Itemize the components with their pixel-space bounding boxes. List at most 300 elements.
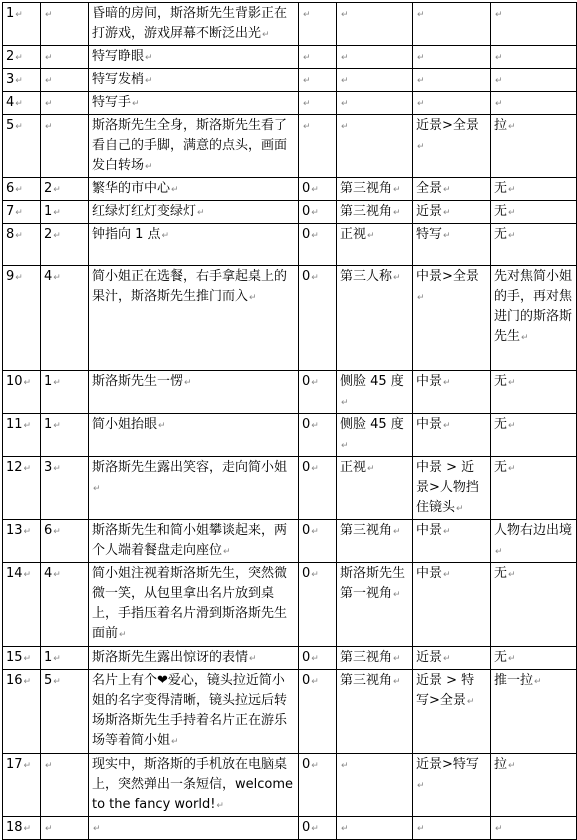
movement-cell <box>491 457 577 520</box>
movement-text: 无 <box>494 566 508 581</box>
time-cell <box>299 46 337 69</box>
shot-number-text: 13 <box>6 523 23 538</box>
paragraph-mark-icon: ↵ <box>197 208 205 218</box>
shot-count-text: 5 <box>44 673 53 688</box>
paragraph-mark-icon: ↵ <box>443 208 451 218</box>
time-cell <box>299 92 337 115</box>
content-text: 红绿灯红灯变绿灯 <box>92 204 197 219</box>
movement-cell <box>491 201 577 224</box>
time-text: 0 <box>302 673 311 688</box>
time-text: 0 <box>302 269 311 284</box>
scale-cell <box>413 371 491 414</box>
scale-cell <box>413 266 491 371</box>
movement-text: 无 <box>494 374 508 389</box>
table-row <box>3 414 577 457</box>
scale-text: 中景 > 近景>人物挡住镜头 <box>416 460 479 515</box>
content-text: 名片上有个❤爱心，镜头拉近简小姐的名字变得清晰，镜头拉远后转场斯洛斯先生手持着名片正在游乐场等着简小姐 <box>92 673 288 748</box>
paragraph-mark-icon: ↵ <box>341 53 349 63</box>
paragraph-mark-icon: ↵ <box>443 185 451 195</box>
content-cell <box>89 201 299 224</box>
paragraph-mark-icon: ↵ <box>443 378 451 388</box>
movement-cell <box>491 414 577 457</box>
scale-text: 中景 <box>416 417 443 432</box>
content-cell <box>89 92 299 115</box>
shot-count-text: 3 <box>44 460 53 475</box>
shot-number-text: 11 <box>6 417 23 432</box>
scale-text: 特写 <box>416 227 443 242</box>
time-text: 0 <box>302 523 311 538</box>
content-text: 特写发梢 <box>92 72 145 87</box>
shot-count-text: 2 <box>44 227 53 242</box>
paragraph-mark-icon: ↵ <box>443 231 451 241</box>
scale-cell <box>413 224 491 266</box>
angle-text: 第三人称 <box>340 269 393 284</box>
paragraph-mark-icon: ↵ <box>15 185 23 195</box>
paragraph-mark-icon: ↵ <box>53 185 61 195</box>
movement-cell <box>491 817 577 840</box>
shot-number-cell <box>3 69 41 92</box>
time-cell <box>299 178 337 201</box>
table-row <box>3 371 577 414</box>
time-text: 0 <box>302 460 311 475</box>
paragraph-mark-icon: ↵ <box>15 273 23 283</box>
shot-count-cell <box>41 647 89 670</box>
paragraph-mark-icon: ↵ <box>15 122 23 132</box>
paragraph-mark-icon: ↵ <box>534 677 542 687</box>
shot-count-cell <box>41 414 89 457</box>
angle-cell <box>337 414 413 457</box>
paragraph-mark-icon: ↵ <box>311 378 319 388</box>
movement-text: 无 <box>494 227 508 242</box>
angle-text: 斯洛斯先生第一视角 <box>340 566 406 601</box>
paragraph-mark-icon: ↵ <box>417 10 425 20</box>
paragraph-mark-icon: ↵ <box>171 737 179 747</box>
scale-cell <box>413 670 491 754</box>
paragraph-mark-icon: ↵ <box>45 122 53 132</box>
table-row <box>3 92 577 115</box>
paragraph-mark-icon: ↵ <box>311 570 319 580</box>
paragraph-mark-icon: ↵ <box>495 10 503 20</box>
scale-cell <box>413 647 491 670</box>
time-text: 0 <box>302 757 311 772</box>
paragraph-mark-icon: ↵ <box>53 464 61 474</box>
shot-number-cell <box>3 817 41 840</box>
scale-cell <box>413 563 491 647</box>
movement-cell <box>491 46 577 69</box>
paragraph-mark-icon: ↵ <box>393 677 401 687</box>
paragraph-mark-icon: ↵ <box>311 273 319 283</box>
content-text: 斯洛斯先生全身，斯洛斯先生看了看自己的手脚，满意的点头，画面发白转场 <box>92 118 288 173</box>
table-row <box>3 670 577 754</box>
content-cell <box>89 457 299 520</box>
content-text: 斯洛斯先生和简小姐攀谈起来，两个人端着餐盘走向座位 <box>92 523 288 558</box>
paragraph-mark-icon: ↵ <box>341 441 349 451</box>
storyboard-body <box>3 3 577 840</box>
shot-count-cell <box>41 69 89 92</box>
shot-number-cell <box>3 178 41 201</box>
angle-cell <box>337 670 413 754</box>
content-cell <box>89 647 299 670</box>
content-cell <box>89 414 299 457</box>
paragraph-mark-icon: ↵ <box>145 53 153 63</box>
content-cell <box>89 69 299 92</box>
shot-number-cell <box>3 266 41 371</box>
paragraph-mark-icon: ↵ <box>341 10 349 20</box>
movement-text: 无 <box>494 650 508 665</box>
scale-text: 中景 <box>416 566 443 581</box>
content-cell <box>89 563 299 647</box>
paragraph-mark-icon: ↵ <box>53 378 61 388</box>
shot-count-text: 4 <box>44 269 53 284</box>
movement-cell <box>491 92 577 115</box>
shot-count-cell <box>41 817 89 840</box>
content-text: 斯洛斯先生露出笑容，走向简小姐 <box>92 460 288 475</box>
paragraph-mark-icon: ↵ <box>15 231 23 241</box>
paragraph-mark-icon: ↵ <box>508 208 516 218</box>
scale-text: 全景 <box>416 181 443 196</box>
paragraph-mark-icon: ↵ <box>508 464 516 474</box>
shot-number-cell <box>3 563 41 647</box>
paragraph-mark-icon: ↵ <box>393 654 401 664</box>
paragraph-mark-icon: ↵ <box>145 76 153 86</box>
paragraph-mark-icon: ↵ <box>23 570 32 580</box>
content-cell <box>89 46 299 69</box>
paragraph-mark-icon: ↵ <box>45 99 53 109</box>
time-text: 0 <box>302 204 311 219</box>
angle-cell <box>337 520 413 563</box>
time-cell <box>299 457 337 520</box>
angle-cell <box>337 3 413 46</box>
paragraph-mark-icon: ↵ <box>23 654 32 664</box>
paragraph-mark-icon: ↵ <box>311 185 319 195</box>
scale-text: 近景>特写 <box>416 757 479 772</box>
paragraph-mark-icon: ↵ <box>508 761 516 771</box>
scale-text: 近景 <box>416 650 443 665</box>
movement-cell <box>491 563 577 647</box>
movement-text: 无 <box>494 181 508 196</box>
paragraph-mark-icon: ↵ <box>53 654 61 664</box>
paragraph-mark-icon: ↵ <box>417 142 425 152</box>
shot-number-cell <box>3 414 41 457</box>
time-cell <box>299 224 337 266</box>
paragraph-mark-icon: ↵ <box>341 824 349 834</box>
angle-cell <box>337 647 413 670</box>
angle-cell <box>337 817 413 840</box>
paragraph-mark-icon: ↵ <box>466 697 475 707</box>
paragraph-mark-icon: ↵ <box>393 185 401 195</box>
shot-count-cell <box>41 563 89 647</box>
shot-count-text: 1 <box>44 374 53 389</box>
paragraph-mark-icon: ↵ <box>145 162 153 172</box>
scale-text: 中景 <box>416 374 443 389</box>
content-cell <box>89 178 299 201</box>
paragraph-mark-icon: ↵ <box>508 421 516 431</box>
shot-count-cell <box>41 371 89 414</box>
paragraph-mark-icon: ↵ <box>311 421 319 431</box>
paragraph-mark-icon: ↵ <box>311 464 319 474</box>
time-cell <box>299 670 337 754</box>
scale-cell <box>413 457 491 520</box>
paragraph-mark-icon: ↵ <box>393 527 401 537</box>
paragraph-mark-icon: ↵ <box>495 547 503 557</box>
content-text: 繁华的市中心 <box>92 181 171 196</box>
time-cell <box>299 520 337 563</box>
paragraph-mark-icon: ↵ <box>495 824 503 834</box>
shot-count-cell <box>41 115 89 178</box>
shot-count-text: 1 <box>44 204 53 219</box>
shot-number-cell <box>3 115 41 178</box>
shot-number-text: 6 <box>6 181 15 196</box>
paragraph-mark-icon: ↵ <box>311 761 319 771</box>
paragraph-mark-icon: ↵ <box>15 208 23 218</box>
angle-cell <box>337 115 413 178</box>
scale-cell <box>413 115 491 178</box>
paragraph-mark-icon: ↵ <box>171 185 179 195</box>
content-text: 简小姐正在选餐，右手拿起桌上的果汁，斯洛斯先生推门而入 <box>92 269 288 304</box>
shot-number-text: 2 <box>6 49 15 64</box>
paragraph-mark-icon: ↵ <box>23 378 32 388</box>
content-cell <box>89 371 299 414</box>
shot-count-cell <box>41 754 89 817</box>
angle-cell <box>337 224 413 266</box>
time-cell <box>299 647 337 670</box>
content-text: 特写睁眼 <box>92 49 145 64</box>
movement-cell <box>491 520 577 563</box>
shot-number-cell <box>3 457 41 520</box>
paragraph-mark-icon: ↵ <box>311 231 319 241</box>
angle-cell <box>337 69 413 92</box>
content-text: 简小姐抬眼 <box>92 417 158 432</box>
scale-cell <box>413 817 491 840</box>
paragraph-mark-icon: ↵ <box>23 464 32 474</box>
angle-text: 第三视角 <box>340 673 393 688</box>
paragraph-mark-icon: ↵ <box>521 333 529 343</box>
time-cell <box>299 414 337 457</box>
shot-number-text: 8 <box>6 227 15 242</box>
angle-cell <box>337 371 413 414</box>
table-row <box>3 201 577 224</box>
time-cell <box>299 563 337 647</box>
shot-count-cell <box>41 92 89 115</box>
paragraph-mark-icon: ↵ <box>311 654 319 664</box>
content-cell <box>89 115 299 178</box>
table-row <box>3 224 577 266</box>
angle-cell <box>337 754 413 817</box>
angle-text: 侧脸 45 度 <box>340 374 404 389</box>
paragraph-mark-icon: ↵ <box>303 76 311 86</box>
shot-number-cell <box>3 224 41 266</box>
paragraph-mark-icon: ↵ <box>456 504 464 514</box>
paragraph-mark-icon: ↵ <box>303 99 311 109</box>
scale-cell <box>413 754 491 817</box>
shot-number-text: 4 <box>6 95 15 110</box>
angle-cell <box>337 457 413 520</box>
movement-cell <box>491 115 577 178</box>
shot-number-text: 9 <box>6 269 15 284</box>
shot-number-cell <box>3 371 41 414</box>
time-cell <box>299 817 337 840</box>
paragraph-mark-icon: ↵ <box>417 781 425 791</box>
angle-text: 第三视角 <box>340 181 393 196</box>
paragraph-mark-icon: ↵ <box>161 231 170 241</box>
paragraph-mark-icon: ↵ <box>508 378 516 388</box>
content-text: 简小姐注视着斯洛斯先生，突然微微一笑，从包里拿出名片放到桌上，手指压着名片滑到斯洛斯先生面前 <box>92 566 288 641</box>
paragraph-mark-icon: ↵ <box>417 99 425 109</box>
shot-number-text: 14 <box>6 566 23 581</box>
paragraph-mark-icon: ↵ <box>23 421 32 431</box>
paragraph-mark-icon: ↵ <box>417 76 425 86</box>
angle-cell <box>337 46 413 69</box>
content-cell <box>89 3 299 46</box>
movement-text: 无 <box>494 204 508 219</box>
paragraph-mark-icon: ↵ <box>132 99 140 109</box>
scale-text: 中景>全景 <box>416 269 479 284</box>
angle-text: 第三视角 <box>340 204 393 219</box>
content-text: 昏暗的房间，斯洛斯先生背影正在打游戏，游戏屏幕不断泛出光 <box>92 6 288 41</box>
angle-text: 第三视角 <box>340 650 393 665</box>
movement-cell <box>491 224 577 266</box>
shot-count-text: 1 <box>44 650 53 665</box>
paragraph-mark-icon: ↵ <box>311 677 319 687</box>
paragraph-mark-icon: ↵ <box>393 590 401 600</box>
movement-text: 拉 <box>494 757 508 772</box>
content-cell <box>89 670 299 754</box>
paragraph-mark-icon: ↵ <box>417 824 425 834</box>
table-row <box>3 563 577 647</box>
paragraph-mark-icon: ↵ <box>223 547 231 557</box>
angle-cell <box>337 178 413 201</box>
paragraph-mark-icon: ↵ <box>311 208 319 218</box>
paragraph-mark-icon: ↵ <box>311 824 319 834</box>
time-text: 0 <box>302 820 311 835</box>
movement-text: 拉 <box>494 118 508 133</box>
scale-text: 中景 <box>416 523 443 538</box>
content-cell <box>89 224 299 266</box>
shot-number-text: 1 <box>6 6 15 21</box>
paragraph-mark-icon: ↵ <box>216 801 224 811</box>
paragraph-mark-icon: ↵ <box>23 824 32 834</box>
paragraph-mark-icon: ↵ <box>367 464 375 474</box>
scale-cell <box>413 92 491 115</box>
shot-number-text: 5 <box>6 118 15 133</box>
table-row <box>3 46 577 69</box>
shot-number-cell <box>3 670 41 754</box>
paragraph-mark-icon: ↵ <box>45 761 53 771</box>
paragraph-mark-icon: ↵ <box>341 76 349 86</box>
paragraph-mark-icon: ↵ <box>303 122 311 132</box>
angle-cell <box>337 563 413 647</box>
shot-number-text: 7 <box>6 204 15 219</box>
time-cell <box>299 201 337 224</box>
time-cell <box>299 754 337 817</box>
shot-count-text: 4 <box>44 566 53 581</box>
movement-cell <box>491 3 577 46</box>
shot-count-cell <box>41 670 89 754</box>
time-text: 0 <box>302 417 311 432</box>
paragraph-mark-icon: ↵ <box>45 53 53 63</box>
shot-count-cell <box>41 224 89 266</box>
time-text: 0 <box>302 181 311 196</box>
paragraph-mark-icon: ↵ <box>23 527 32 537</box>
paragraph-mark-icon: ↵ <box>303 53 311 63</box>
scale-cell <box>413 178 491 201</box>
table-row <box>3 115 577 178</box>
shot-count-cell <box>41 457 89 520</box>
table-row <box>3 647 577 670</box>
shot-number-text: 12 <box>6 460 23 475</box>
scale-cell <box>413 520 491 563</box>
paragraph-mark-icon: ↵ <box>508 654 516 664</box>
movement-text: 先对焦简小姐的手，再对焦进门的斯洛斯先生 <box>494 269 573 344</box>
table-row <box>3 266 577 371</box>
shot-number-cell <box>3 92 41 115</box>
shot-number-text: 3 <box>6 72 15 87</box>
paragraph-mark-icon: ↵ <box>417 293 425 303</box>
paragraph-mark-icon: ↵ <box>249 293 257 303</box>
shot-count-cell <box>41 520 89 563</box>
time-text: 0 <box>302 227 311 242</box>
paragraph-mark-icon: ↵ <box>393 273 401 283</box>
paragraph-mark-icon: ↵ <box>341 122 349 132</box>
shot-number-text: 17 <box>6 757 23 772</box>
paragraph-mark-icon: ↵ <box>158 421 166 431</box>
shot-number-text: 10 <box>6 374 23 389</box>
paragraph-mark-icon: ↵ <box>119 630 127 640</box>
content-text: 钟指向 1 点 <box>92 227 161 242</box>
table-row <box>3 754 577 817</box>
paragraph-mark-icon: ↵ <box>443 527 451 537</box>
paragraph-mark-icon: ↵ <box>495 53 503 63</box>
paragraph-mark-icon: ↵ <box>443 570 451 580</box>
shot-number-cell <box>3 201 41 224</box>
movement-cell <box>491 178 577 201</box>
angle-text: 正视 <box>340 227 367 242</box>
movement-text: 推一拉 <box>494 673 534 688</box>
time-cell <box>299 266 337 371</box>
paragraph-mark-icon: ↵ <box>341 761 349 771</box>
movement-text: 人物右边出境 <box>494 523 573 538</box>
paragraph-mark-icon: ↵ <box>184 378 192 388</box>
table-row <box>3 457 577 520</box>
time-cell <box>299 69 337 92</box>
paragraph-mark-icon: ↵ <box>495 99 503 109</box>
scale-cell <box>413 201 491 224</box>
movement-text: 无 <box>494 460 508 475</box>
paragraph-mark-icon: ↵ <box>53 570 61 580</box>
table-row <box>3 178 577 201</box>
paragraph-mark-icon: ↵ <box>53 421 61 431</box>
paragraph-mark-icon: ↵ <box>417 53 425 63</box>
scale-cell <box>413 69 491 92</box>
angle-text: 第三视角 <box>340 523 393 538</box>
paragraph-mark-icon: ↵ <box>15 76 23 86</box>
shot-number-text: 16 <box>6 673 23 688</box>
shot-count-cell <box>41 178 89 201</box>
paragraph-mark-icon: ↵ <box>45 10 53 20</box>
scale-cell <box>413 3 491 46</box>
paragraph-mark-icon: ↵ <box>15 10 23 20</box>
paragraph-mark-icon: ↵ <box>93 484 101 494</box>
shot-number-cell <box>3 647 41 670</box>
content-text: 现实中，斯洛斯的手机放在电脑桌上，突然弹出一条短信，welcome to the fancy world! <box>92 757 298 812</box>
shot-count-text: 6 <box>44 523 53 538</box>
movement-cell <box>491 670 577 754</box>
paragraph-mark-icon: ↵ <box>53 273 61 283</box>
movement-cell <box>491 371 577 414</box>
scale-cell <box>413 46 491 69</box>
content-text: 特写手 <box>92 95 132 110</box>
paragraph-mark-icon: ↵ <box>23 761 32 771</box>
